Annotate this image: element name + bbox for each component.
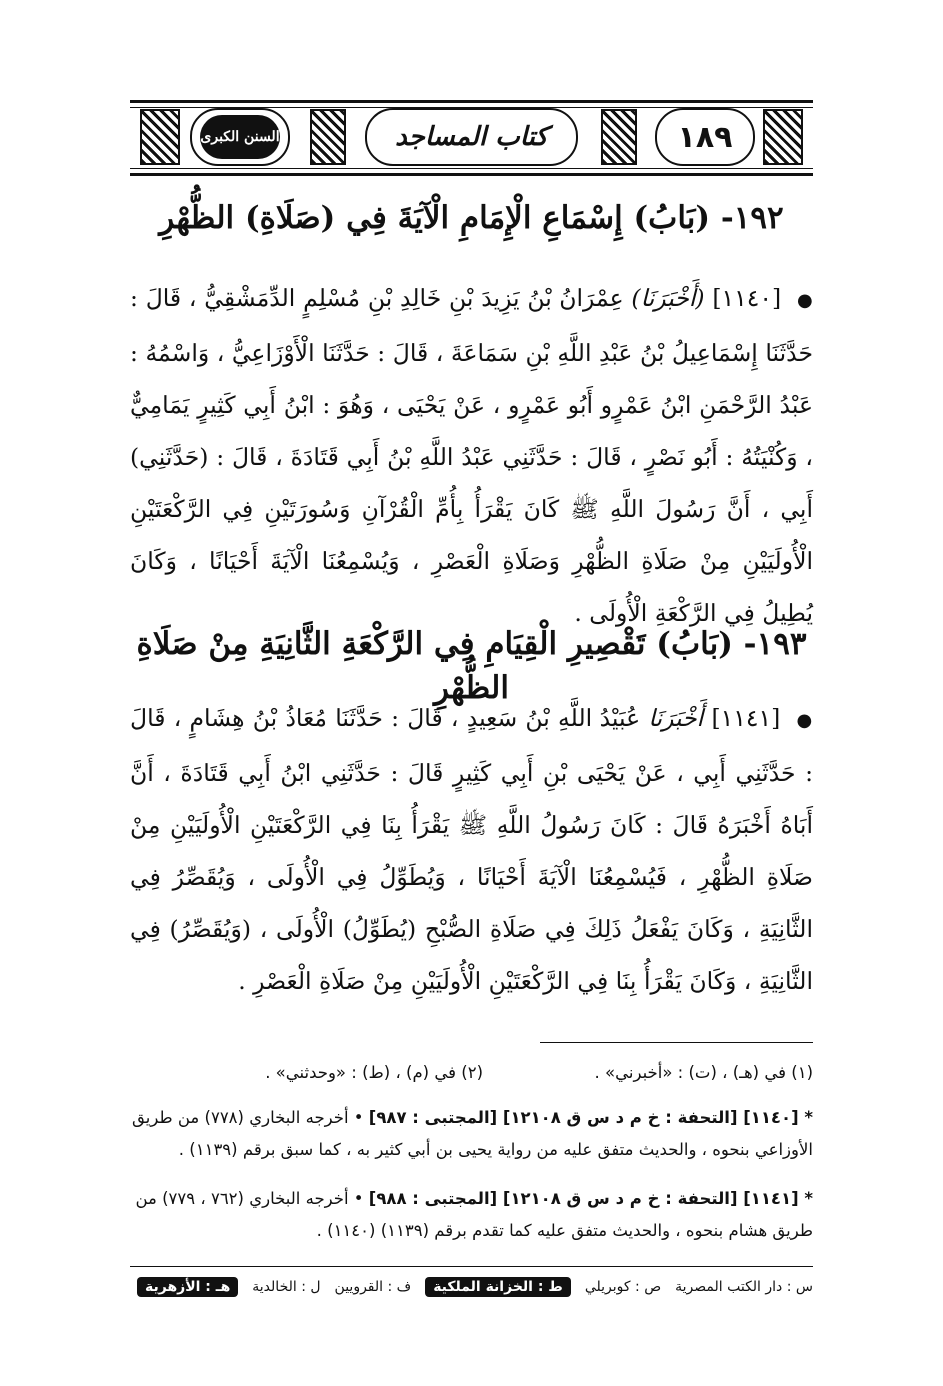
- ornament-center-left: [310, 109, 346, 165]
- bullet-icon: ●: [796, 710, 813, 731]
- takhrij-ref: * [١١٤٠] [التحفة : خ م د س ق ١٢١٠٨] [المجتبى : ٩٨٧]: [368, 1108, 813, 1127]
- seal-emblem: [190, 108, 290, 166]
- takhrij-1141: [130, 1183, 813, 1247]
- chapter-heading-193: ١٩٣- (بَابُ) تَقْصِيرِ الْقِيَامِ فِي الرَّكْعَةِ الثَّانِيَةِ مِنْ صَلَاةِ الظُّهْرِ: [136, 626, 807, 706]
- hadith-1141: [130, 692, 813, 1007]
- ornament-center-right: [601, 109, 637, 165]
- ornament-right: [763, 109, 803, 165]
- hadith-text: عِمْرَانُ بْنُ يَزِيدَ بْنِ خَالِدِ بْنِ مُسْلِمٍ الدِّمَشْقِيُّ ، قَالَ : حَدَّثَنَا إِسْمَاعِيلُ بْنُ عَبْدِ اللَّهِ بْنِ سَمَاعَةَ ، قَالَ : حَدَّثَنَا الْأَوْزَاعِيُّ ، وَاسْمُهُ : عَبْدُ الرَّحْمَنِ ابْنُ عَمْرٍو أَبُو عَمْرٍو ، عَنْ يَحْيَى ، وَهُوَ : ابْنُ أَبِي كَثِيرٍ يَمَامِيٌّ ، وَكُنْيَتُهُ : أَبُو نَصْرٍ ، قَالَ : حَدَّثَنِي عَبْدُ اللَّهِ بْنُ أَبِي قَتَادَةَ ، قَالَ : (حَدَّثَنِي) أَبِي ، أَنَّ رَسُولَ اللَّهِ ﷺ كَانَ يَقْرَأُ بِأُمِّ الْقُرْآنِ وَسُورَتَيْنِ فِي الرَّكْعَتَيْنِ الْأُولَيَيْنِ مِنْ صَلَاةِ الظُّهْرِ وَصَلَاةِ الْعَصْرِ ، وَيُسْمِعُنَا الْآيَةَ أَحْيَانًا ، وَكَانَ يُطِيلُ فِي الرَّكْعَةِ الْأُولَى .: [130, 284, 813, 627]
- hadith-lead: أَخْبَرَنَا: [648, 704, 704, 732]
- footnote-variants: [130, 1063, 813, 1095]
- takhrij-1140: [130, 1102, 813, 1166]
- takhrij-text: • أخرجه البخاري (٧٦٢ ، ٧٧٩) من طريق هشام بنحوه ، والحديث متفق عليه كما تقدم برقم (١١٣٩) (١١٤٠) .: [135, 1189, 813, 1240]
- bullet-icon: ●: [796, 290, 813, 311]
- legend-ha: هـ : الأزهرية: [137, 1277, 238, 1297]
- hadith-number: [١١٤١]: [711, 704, 781, 732]
- page-header: [130, 100, 813, 176]
- hadith-number: [١١٤٠]: [712, 284, 782, 312]
- hadith-text: عُبَيْدُ اللَّهِ بْنُ سَعِيدٍ ، قَالَ : حَدَّثَنَا مُعَاذُ بْنُ هِشَامٍ ، قَالَ : حَدَّثَنِي أَبِي ، عَنْ يَحْيَى بْنِ أَبِي كَثِيرٍ قَالَ : حَدَّثَنِي ابْنُ أَبِي قَتَادَةَ ، أَنَّ أَبَاهُ أَخْبَرَهُ قَالَ : كَانَ رَسُولُ اللَّهِ ﷺ يَقْرَأُ بِنَا فِي الرَّكْعَتَيْنِ الْأُولَيَيْنِ مِنْ صَلَاةِ الظُّهْرِ ، فَيُسْمِعُنَا الْآيَةَ أَحْيَانًا ، وَيُطَوِّلُ فِي الْأُولَى ، وَيُقَصِّرُ فِي الثَّانِيَةِ ، وَكَانَ يَفْعَلُ ذَلِكَ فِي صَلَاةِ الصُّبْحِ (يُطَوِّلُ) الْأُولَى ، (وَيُقَصِّرُ) فِي الثَّانِيَةِ ، وَكَانَ يَقْرَأُ بِنَا فِي الرَّكْعَتَيْنِ الْأُولَيَيْنِ مِنْ صَلَاةِ الْعَصْرِ .: [130, 704, 813, 995]
- book-title: كتاب المساجد: [365, 108, 578, 166]
- takhrij-ref: * [١١٤١] [التحفة : خ م د س ق ١٢١٠٨] [المجتبى : ٩٨٨]: [368, 1189, 813, 1208]
- seal-icon: السنن الكبرى: [200, 115, 280, 159]
- manuscript-legend: [130, 1272, 813, 1302]
- legend-fa: ف : القرويين: [334, 1279, 412, 1295]
- takhrij-text: • أخرجه البخاري (٧٧٨) من طريق الأوزاعي بنحوه ، والحديث متفق عليه من رواية يحيى بن أبي كثير به ، كما سبق برقم (١١٣٩) .: [132, 1108, 813, 1159]
- legend-ta: ط : الخزانة الملكية: [425, 1277, 571, 1297]
- chapter-heading-192: ١٩٢- (بَابُ) إِسْمَاعِ الْإِمَامِ الْآيَةَ فِي (صَلَاةِ) الظُّهْرِ: [159, 200, 784, 236]
- hadith-1140: [130, 272, 813, 639]
- legend-sad: ص : كوبريلي: [584, 1279, 662, 1295]
- page-number: ١٨٩: [655, 108, 755, 166]
- legend-s: س : دار الكتب المصرية: [675, 1279, 813, 1295]
- legend-lam: ل : الخالدية: [252, 1279, 321, 1295]
- footnote-1: (١) في (هـ) ، (ت) : «أخبرني» .: [594, 1063, 813, 1082]
- footnote-2: (٢) في (م) ، (ط) : «وحدثني» .: [265, 1063, 483, 1082]
- legend-divider: [130, 1266, 813, 1267]
- hadith-lead: (أَخْبَرَنَا): [631, 284, 705, 312]
- ornament-left: [140, 109, 180, 165]
- footnote-divider: [540, 1042, 813, 1043]
